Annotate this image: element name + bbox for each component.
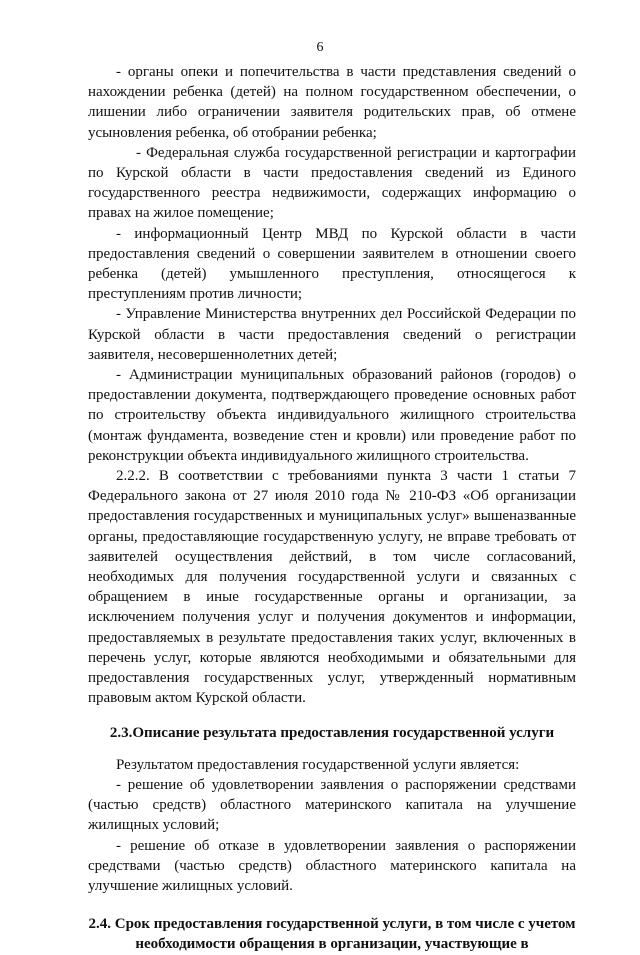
paragraph-2-2-2: 2.2.2. В соответствии с требованиями пункта 3 части 1 статьи 7 Федерального закона от 27 июля 2010 года № 210-ФЗ «Об организации предоставления государственных и муниципальных услуг» вышеназванные органы, предоставляющие государственную услугу, не вправе требовать от заявителей осуществления действий, в том числе согласований, необходимых для получения государственной услуги и связанных с обращением в иные государственные органы и организации, за исключением получения услуг и получения документов и информации, предоставляемых в результате предоставления таких услуг, включенных в перечень услуг, которые являются необходимыми и обязательными для предоставления государственных услуг, утвержденный нормативным правовым актом Курской области. bbox=[88, 468, 576, 707]
paragraph-guardianship-bodies: - органы опеки и попечительства в части представления сведений о нахождении ребенка (детей) на полном государственном обеспечении, о лишении либо ограничении заявителя родительских прав, об отмене усыновления ребенка, об отобрании ребенка; bbox=[88, 64, 576, 141]
section-2-3-item-refusal: - решение об отказе в удовлетворении заявления о распоряжении средствами (частью средств) областного материнского капитала на улучшение жилищных условий. bbox=[88, 837, 576, 894]
section-2-3-intro: Результатом предоставления государственной услуги является: bbox=[116, 756, 520, 773]
page-number: 6 bbox=[316, 40, 324, 55]
paragraph-municipal-administrations: - Администрации муниципальных образований районов (городов) о предоставлении документа, подтверждающего проведение основных работ по строительству объекта индивидуального жилищного строительства (монтаж фундамента, возведение стен и кровли) или проведение работ по реконструкции объекта индивидуального жилищного строительства. bbox=[88, 367, 576, 464]
section-2-3-item-approval: - решение об удовлетворении заявления о распоряжении средствами (частью средств) областного материнского капитала на улучшение жилищных условий; bbox=[88, 776, 576, 834]
paragraph-mvd-directorate: - Управление Министерства внутренних дел Российской Федерации по Курской области в части предоставления сведений о регистрации заявителя, несовершеннолетних детей; bbox=[88, 306, 576, 363]
page-content bbox=[88, 62, 576, 955]
paragraph-mvd-info-center: - информационный Центр МВД по Курской области в части предоставления сведений о совершении заявителем в отношении своего ребенка (детей) умышленного преступления, относящегося к преступлениям против личности; bbox=[88, 225, 576, 303]
section-2-3-heading: 2.3.Описание результата предоставления государственной услуги bbox=[109, 724, 555, 741]
section-2-4-heading: 2.4. Срок предоставления государственной услуги, в том числе с учетом необходимости обращения в организации, участвующие в bbox=[88, 916, 576, 953]
paragraph-rosreestr: - Федеральная служба государственной регистрации и картографии по Курской области в части предоставления сведений из Единого государственного реестра недвижимости, содержащих информацию о правах на жилое помещение; bbox=[88, 144, 576, 222]
